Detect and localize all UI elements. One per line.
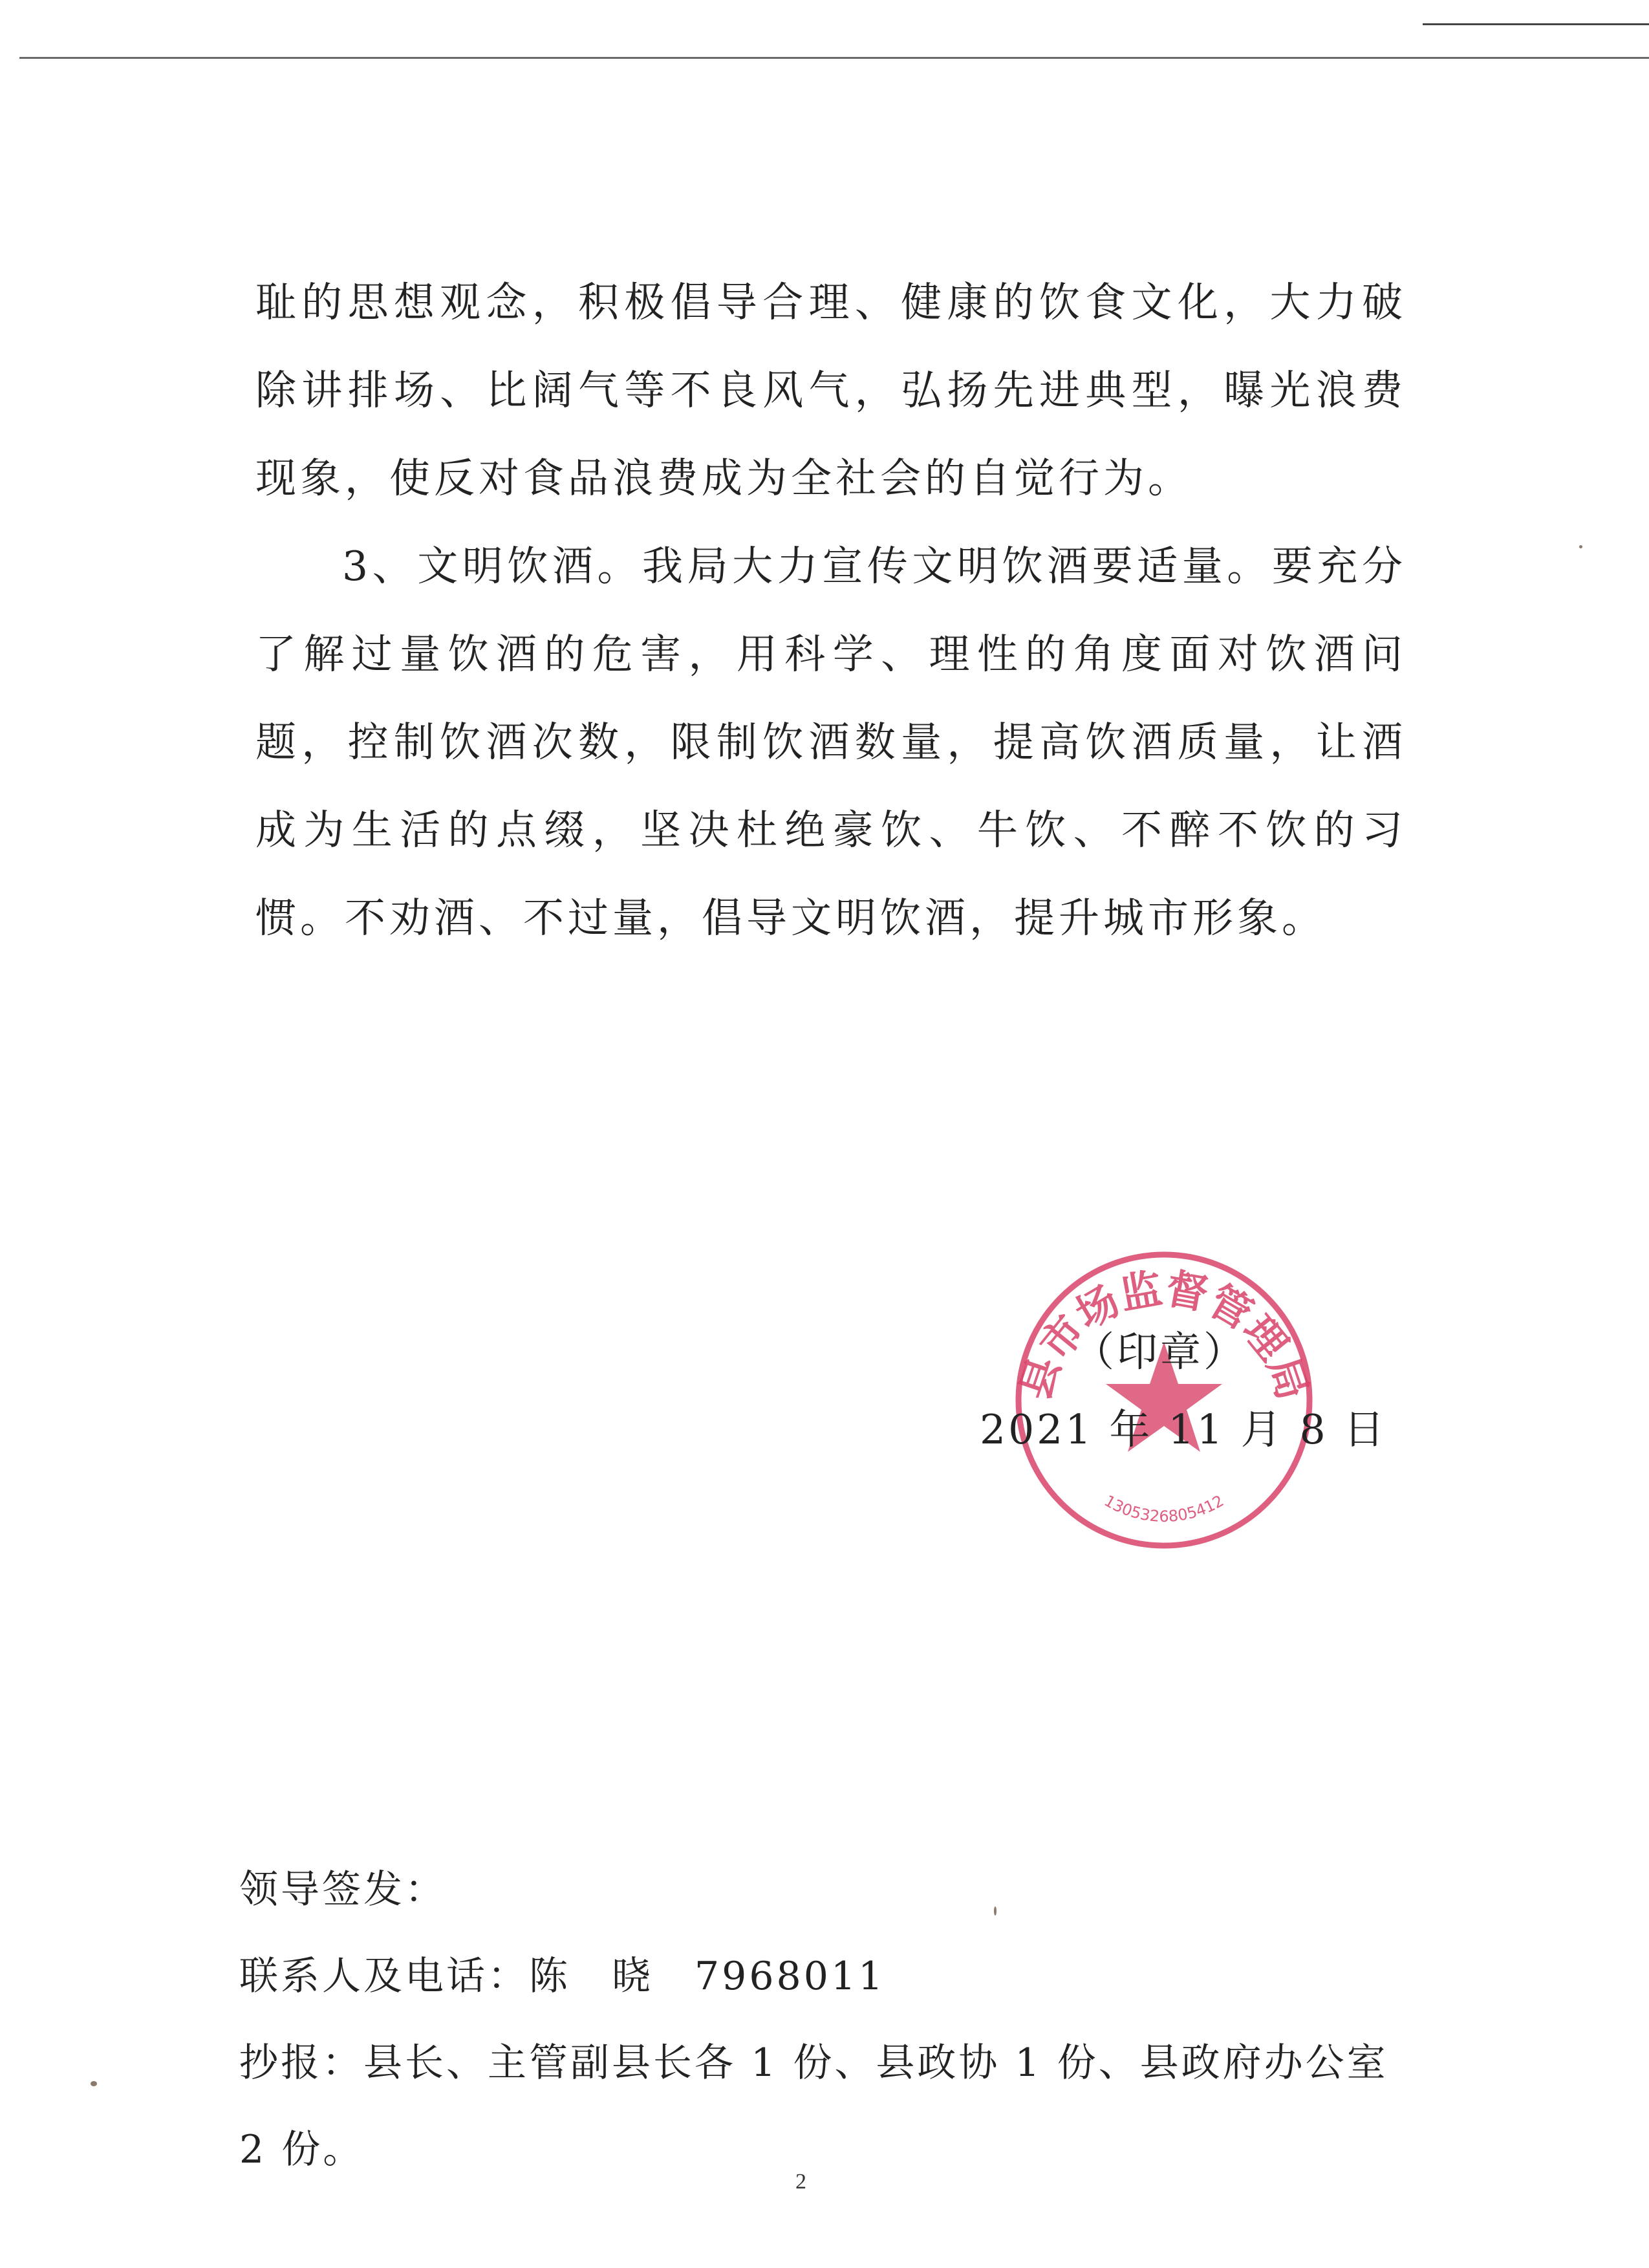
seal-serial-text: 1305326805412 <box>1101 1491 1227 1526</box>
page-number: 2 <box>795 2170 806 2194</box>
document-footer <box>239 1846 1403 2193</box>
scan-top-edge <box>1423 23 1649 25</box>
contact-line: 联系人及电话：陈 晓 7968011 <box>239 1954 886 1999</box>
scan-speck <box>994 1906 997 1916</box>
scan-speck <box>91 2081 97 2086</box>
document-body <box>255 259 1406 962</box>
issue-date: 2021 年 11 月 8 日 <box>980 1406 1387 1453</box>
scan-speck <box>1579 545 1582 548</box>
paragraph-continuation: 耻的思想观念，积极倡导合理、健康的饮食文化，大力破除讲排场、比阔气等不良风气，弘扬先进典型，曝光浪费现象，使反对食品浪费成为全社会的自觉行为。 <box>255 279 1406 502</box>
seal-ring-text: 县市场监督管理局 <box>1011 1264 1317 1406</box>
seal-label: （印章） <box>1073 1328 1247 1376</box>
scan-top-border <box>19 57 1649 59</box>
leader-signature-label: 领导签发： <box>239 1867 446 1912</box>
svg-text:1305326805412 <box>1101 1491 1227 1525</box>
paragraph-civilized-drinking: 3、文明饮酒。我局大力宣传文明饮酒要适量。要充分了解过量饮酒的危害，用科学、理性的角度面对饮酒问题，控制饮酒次数，限制饮酒数量，提高饮酒质量，让酒成为生活的点缀，坚决杜绝豪饮、牛饮、不醉不饮的习惯。不劝酒、不过量，倡导文明饮酒，提升城市形象。 <box>255 543 1406 942</box>
cc-line: 抄报：县长、主管副县长各 1 份、县政协 1 份、县政府办公室 2 份。 <box>239 2040 1388 2172</box>
